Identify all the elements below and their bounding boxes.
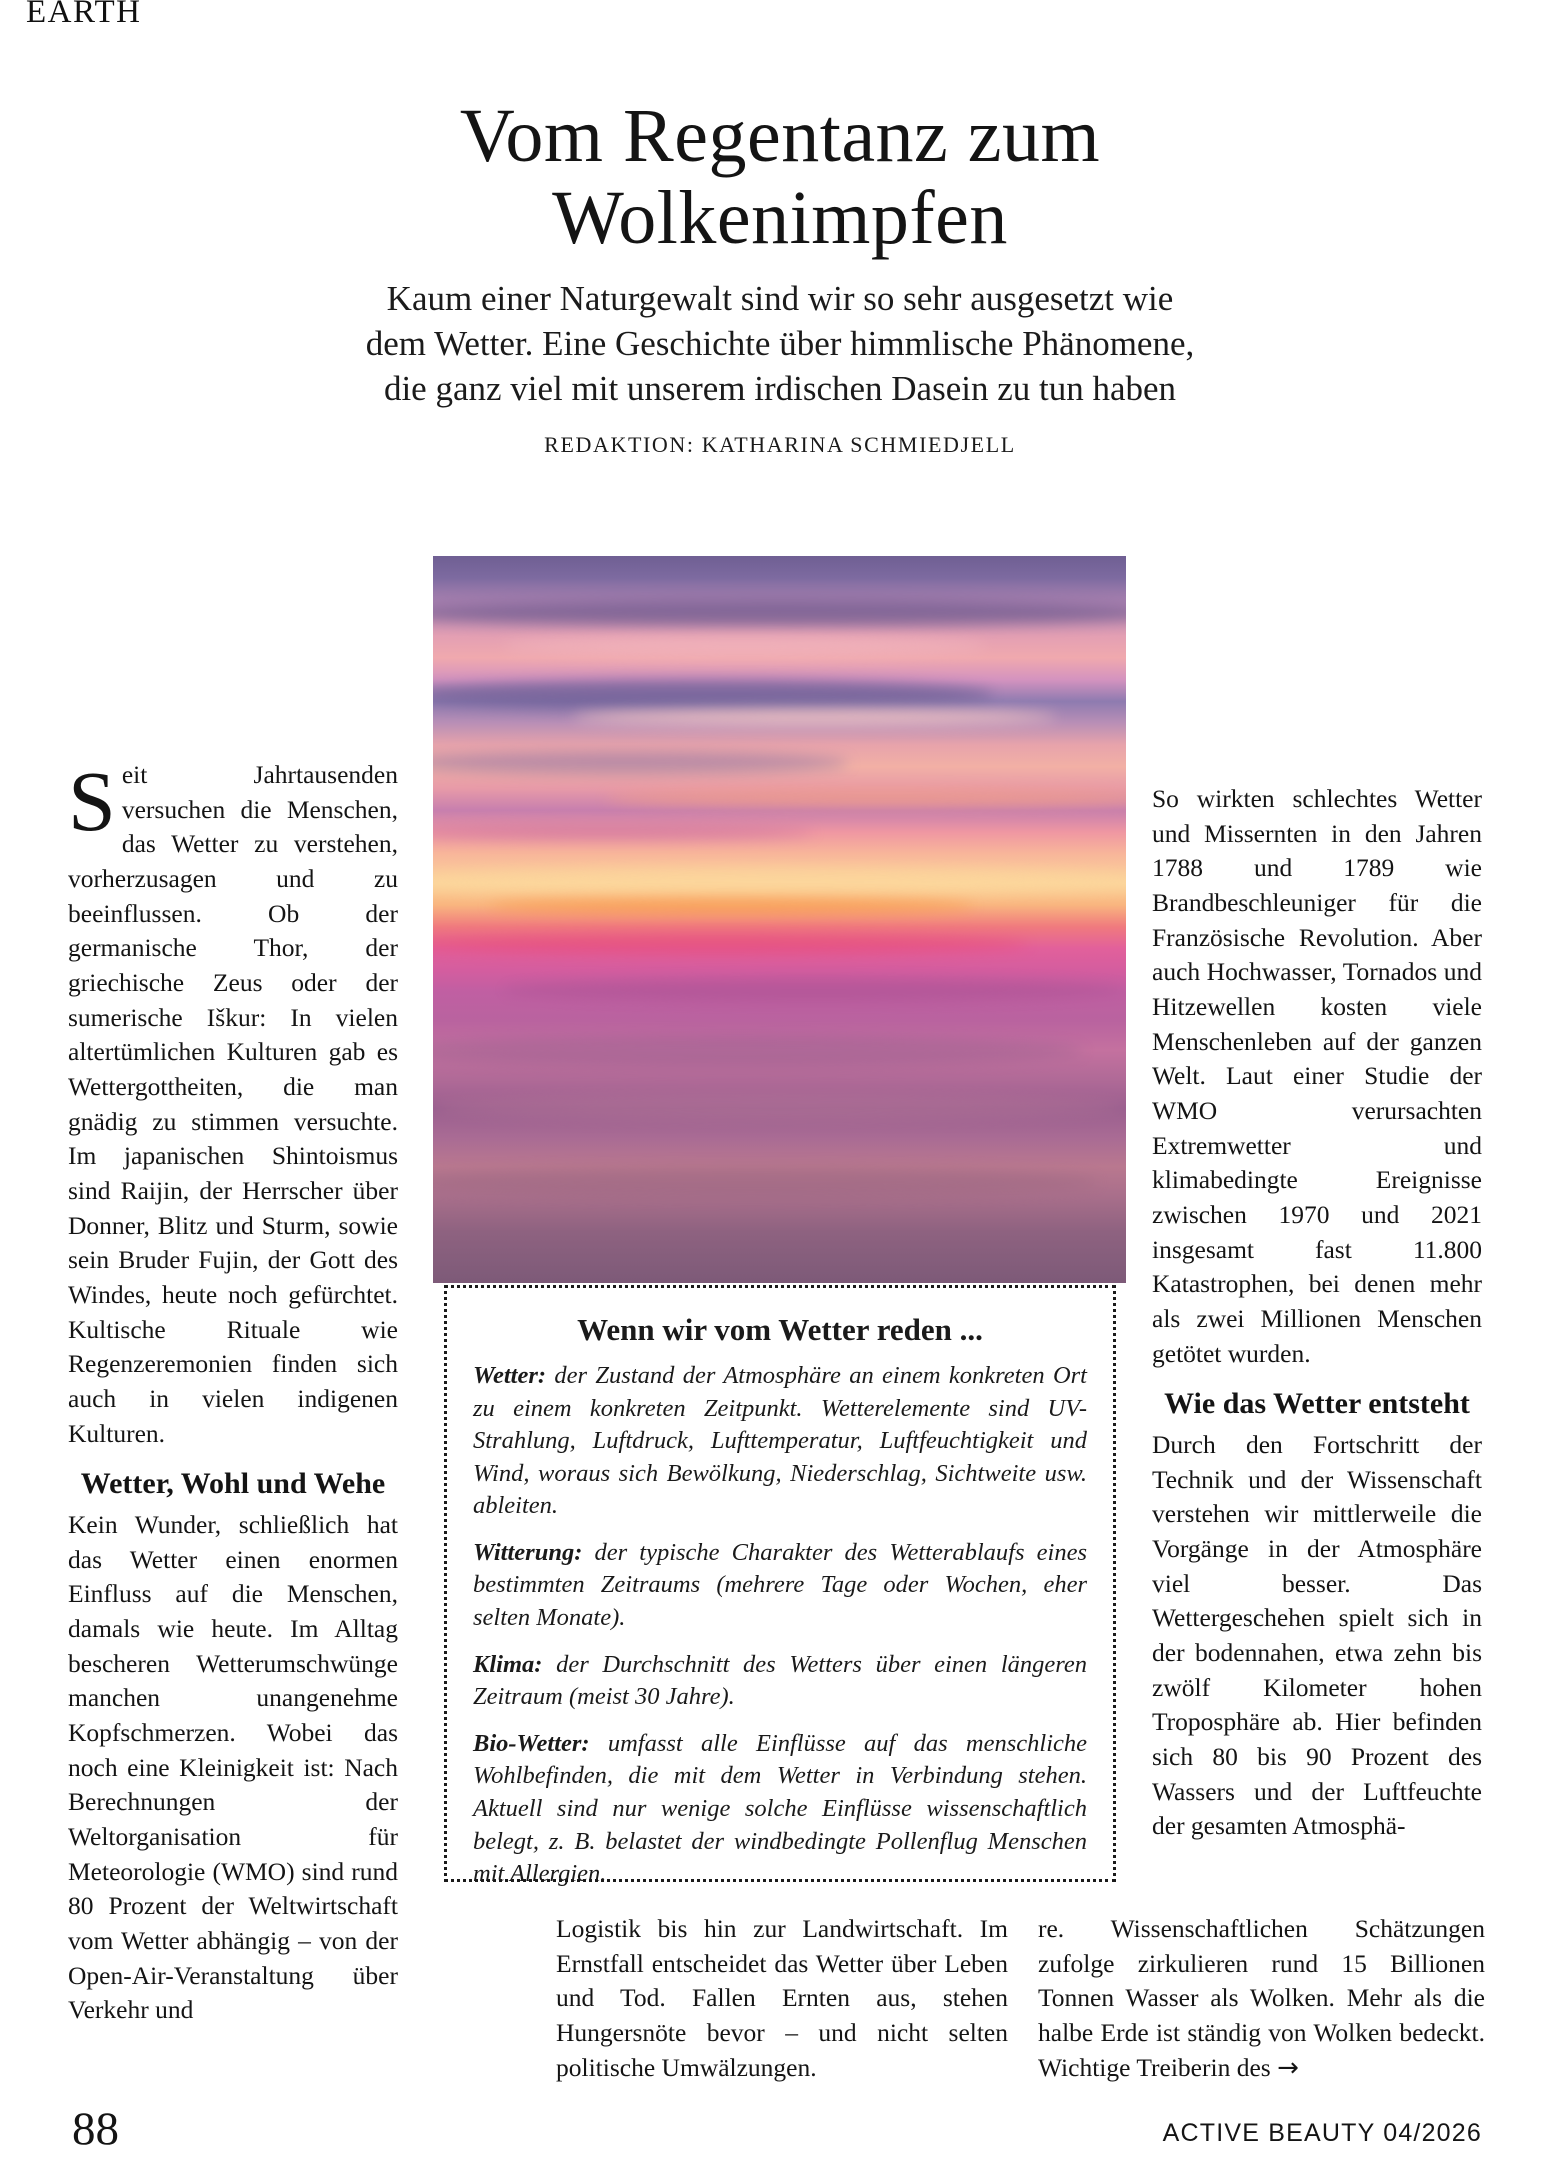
column-right-bottom — [1038, 1912, 1485, 2086]
glossary-term: Wetter: — [473, 1362, 547, 1389]
column-right — [1152, 782, 1482, 1844]
cloud-streak — [502, 978, 1126, 1002]
drop-cap: S — [68, 753, 116, 849]
paragraph: Logistik bis hin zur Landwirtschaft. Im Ernstfall entscheidet das Wetter über Leben und Tod. Fallen Ernten aus, stehen Hungersnöte bevor – und nicht selten politische Umwälzungen. — [556, 1914, 1008, 2082]
cloud-streak — [606, 789, 1126, 807]
glossary-definition: der Durchschnitt des Wetters über einen längeren Zeitraum (meist 30 Jahre). — [473, 1650, 1087, 1711]
paragraph — [1038, 1912, 1485, 2086]
publication-footer: ACTIVE BEAUTY 04/2026 — [1162, 2119, 1482, 2147]
column-middle-bottom — [556, 1912, 1008, 2085]
continuation-arrow-icon: → — [1277, 2052, 1299, 2083]
cloud-streak — [433, 680, 994, 710]
cloud-streak — [502, 636, 987, 656]
glossary-entry — [473, 1360, 1087, 1523]
page-title — [200, 95, 1360, 259]
deck-line-1: Kaum einer Naturgewalt sind wir so sehr ausgesetzt wie — [386, 279, 1174, 319]
glossary-term: Witterung: — [473, 1538, 583, 1566]
glossary-definition: der typische Charakter des Wetterablaufs eines bestimmten Zeitraums (mehrere Tage oder Wochen, eher selten Monate). — [473, 1538, 1087, 1632]
headline-block — [200, 95, 1360, 458]
headline-line-2: Wolkenimpfen — [552, 176, 1008, 261]
paragraph: Kein Wunder, schließlich hat das Wetter einen enormen Einfluss auf die Menschen, damals wie heute. Im Alltag bescheren Wetterumschwünge manchen unangenehme Kopfschmerzen. Wobei das noch eine Kleinigkeit ist: Nach Berechnungen der Weltorganisation für Meteorologie (WMO) sind rund 80 Prozent der Weltwirtschaft vom Wetter abhängig – von der Open-Air-Veranstaltung über Verkehr und — [68, 1509, 398, 2025]
cloud-streak — [433, 869, 1126, 895]
cloud-streak — [433, 1036, 1084, 1066]
glossary-definition: umfasst alle Einflüsse auf das menschliche Wohlbefinden, die mit dem Wetter in Verbindung stehen. Aktuell sind nur wenige solche Einflüsse wissenschaftlich belegt, z. B. belastet der windbedingte Pollenflug Menschen mit Allergien. — [473, 1729, 1087, 1888]
glossary-term: Bio-Wetter: — [473, 1729, 590, 1757]
glossary-entry — [473, 1649, 1087, 1714]
cloud-streak — [433, 1094, 1126, 1120]
paragraph: So wirkten schlechtes Wetter und Missernten in den Jahren 1788 und 1789 wie Brandbeschleuniger für die Französische Revolution. Aber auch Hochwasser, Tornados und Hitzewellen kosten viele Menschenleben auf der ganzen Welt. Laut einer Studie der WMO verursachten Extremwetter und klimabedingte Ereignisse zwischen 1970 und 2021 insgesamt fast 11.800 Katastrophen, bei denen mehr als zwei Millionen Menschen getötet wurden. — [1152, 784, 1482, 1368]
glossary-entry — [473, 1728, 1087, 1891]
deck-line-3: die ganz viel mit unserem irdischen Dasein zu tun haben — [383, 368, 1177, 408]
column-left — [68, 753, 398, 2028]
deck-line-2: dem Wetter. Eine Geschichte über himmlische Phänomene, — [365, 323, 1195, 363]
paragraph: eit Jahrtausenden versuchen die Menschen, das Wetter zu verstehen, vorherzusagen und zu beeinflussen. Ob der germanische Thor, der griechische Zeus oder der sumerische Iškur: In vielen altertümlichen Kulturen gab es Wettergottheiten, die man gnädig zu stimmen versuchte. Im japanischen Shintoismus sind Raijin, der Herrscher über Donner, Blitz und Sturm, sowie sein Bruder Fujin, der Gott des Windes, heute noch gefürchtet. Kultische Rituale wie Regenzeremonien finden sich auch in vielen indigenen Kulturen. — [68, 760, 398, 1448]
cloud-streak — [572, 709, 1057, 725]
glossary-entry — [473, 1537, 1087, 1635]
cloud-streak — [433, 600, 1126, 626]
section-subhead: Wie das Wetter entsteht — [1164, 1387, 1470, 1421]
glossary-title: Wenn wir vom Wetter reden ... — [577, 1312, 983, 1347]
hero-image — [433, 556, 1126, 1283]
cloud-streak — [488, 898, 973, 914]
glossary-definition: der Zustand der Atmosphäre an einem konkreten Ort zu einem konkreten Zeitpunkt. Wetterelemente sind UV-Strahlung, Luftdruck, Lufttemperatur, Luftfeuchtigkeit und Wind, woraus sich Bewölkung, Niederschlag, Sichtweite usw. ableiten. — [473, 1362, 1087, 1520]
glossary-term: Klima: — [473, 1650, 543, 1678]
page-number: 88 — [72, 2103, 119, 2155]
cloud-streak — [433, 1167, 1098, 1197]
section-subhead: Wetter, Wohl und Wehe — [80, 1467, 386, 1501]
paragraph-text: re. Wissenschaftlichen Schätzungen zufolge zirkulieren rund 15 Billionen Tonnen Wasser als Wolken. Mehr als die halbe Erde ist ständig von Wolken bedeckt. Wichtige Treiberin des — [1038, 1914, 1485, 2082]
running-head: EARTH — [26, 0, 142, 30]
headline-line-1: Vom Regentanz zum — [459, 94, 1101, 178]
paragraph: Durch den Fortschritt der Technik und der Wissenschaft verstehen wir mittlerweile die Vorgänge in der Atmosphäre viel besser. Das Wettergeschehen spielt sich in der bodennahen, etwa zehn bis zwölf Kilometer hohen Troposphäre ab. Hier befinden sich 80 bis 90 Prozent des Wassers und der Luftfeuchte der gesamten Atmosphä- — [1152, 1429, 1482, 1841]
byline: REDAKTION: KATHARINA SCHMIEDJELL — [544, 431, 1016, 457]
article-deck — [200, 277, 1360, 411]
lead-paragraph-wrap — [68, 753, 398, 1451]
glossary-box — [444, 1285, 1116, 1888]
